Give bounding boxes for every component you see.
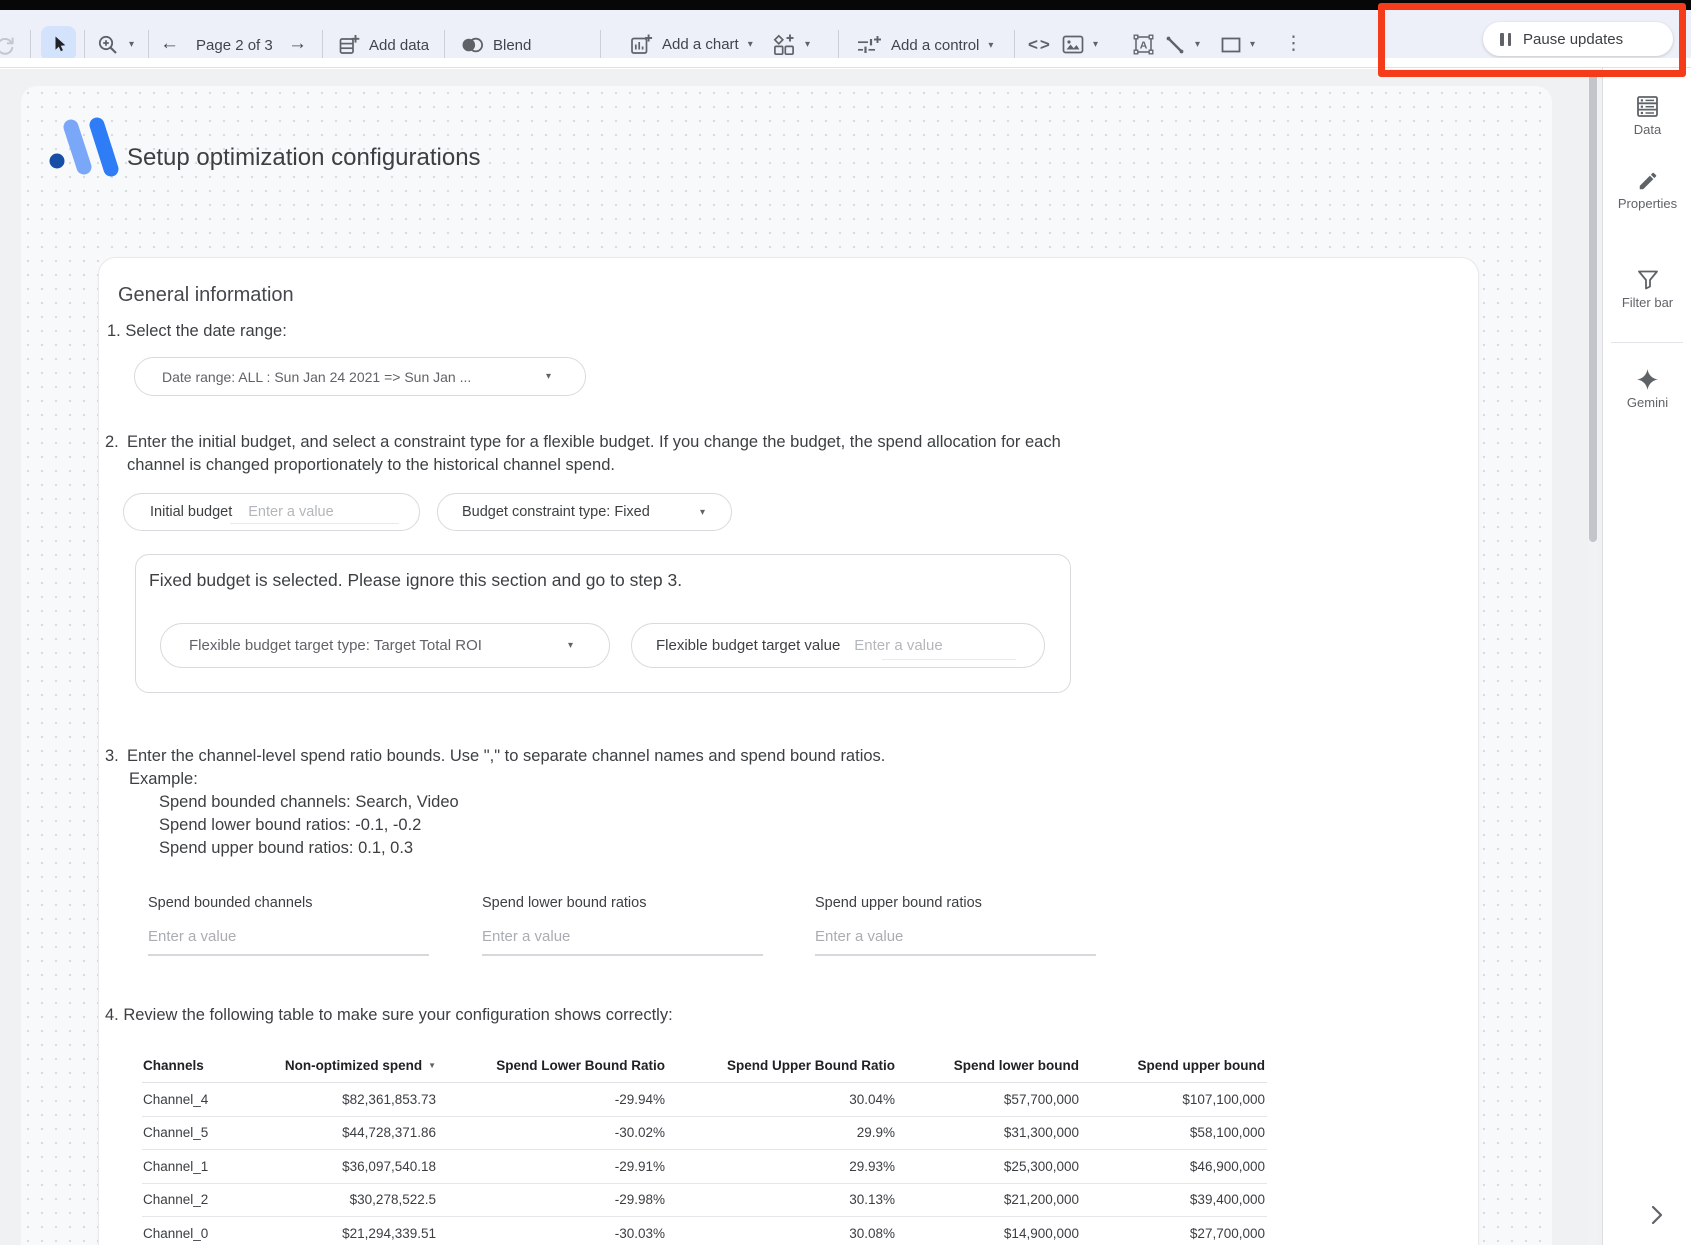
date-range-value: Date range: ALL : Sun Jan 24 2021 => Sun Jan ... — [162, 368, 472, 385]
input-underline — [148, 954, 429, 956]
text-box-icon — [1133, 34, 1154, 55]
sidebar-item-gemini[interactable] — [1603, 368, 1691, 410]
field-placeholder: Enter a value — [148, 928, 237, 945]
add-control-icon — [856, 35, 882, 56]
svg-text:A: A — [1139, 39, 1148, 52]
blend-icon — [461, 36, 484, 54]
top-black-strip — [0, 0, 1691, 10]
flexible-target-value-input[interactable] — [631, 623, 1045, 668]
table-cell: $30,278,522.5 — [349, 1192, 436, 1208]
pause-updates-label: Pause updates — [1523, 30, 1624, 48]
zoom-icon — [96, 33, 120, 57]
meridian-logo — [45, 116, 121, 180]
fixed-budget-note: Fixed budget is selected. Please ignore this section and go to step 3. — [149, 570, 683, 590]
table-cell: $25,300,000 — [1003, 1158, 1079, 1174]
table-cell: Channel_0 — [143, 1225, 209, 1241]
table-row — [142, 1217, 1267, 1245]
flexible-target-type-value: Flexible budget target type: Target Total ROI — [189, 637, 482, 654]
sidebar-item-label: Gemini — [1626, 395, 1669, 410]
step2-line1: Enter the initial budget, and select a constraint type for a flexible budget. If you change the budget, the spend allocation for each — [127, 433, 1061, 451]
chevron-down-icon: ▾ — [1093, 38, 1099, 50]
chevron-down-icon: ▾ — [1250, 39, 1256, 50]
flexible-target-type-control[interactable] — [160, 623, 610, 668]
table-row — [142, 1117, 1267, 1151]
chevron-down-icon: ▾ — [1195, 39, 1201, 50]
table-cell: 30.13% — [849, 1192, 895, 1208]
column-header[interactable]: Spend upper bound — [1137, 1058, 1265, 1073]
add-chart-button[interactable] — [630, 33, 753, 56]
table-cell: $27,700,000 — [1189, 1225, 1265, 1241]
data-icon — [1635, 95, 1660, 118]
community-visualizations-button[interactable] — [772, 33, 810, 57]
table-cell: -30.03% — [614, 1225, 665, 1241]
toolbar — [0, 10, 1691, 58]
pause-updates-button[interactable] — [1483, 22, 1673, 56]
previous-page-button[interactable]: ← — [160, 33, 179, 54]
step3-line1: Enter the channel-level spend ratio bounds. Use "," to separate channel names and spend bound ratios. — [127, 747, 886, 765]
redo-icon — [0, 34, 16, 57]
configuration-card — [98, 257, 1479, 1245]
budget-constraint-type-control[interactable] — [437, 493, 732, 531]
sidebar-item-label: Data — [1633, 122, 1662, 137]
insert-shape-button[interactable] — [1221, 37, 1255, 53]
table-cell: Channel_5 — [143, 1125, 209, 1141]
initial-budget-input[interactable] — [123, 493, 420, 531]
column-header[interactable]: Channels — [143, 1058, 204, 1073]
initial-budget-placeholder: Enter a value — [248, 504, 334, 520]
add-control-button[interactable] — [856, 35, 993, 56]
table-cell: 29.9% — [856, 1125, 895, 1141]
spend-bounded-channels-input[interactable] — [148, 895, 429, 945]
pause-icon — [1500, 33, 1511, 46]
config-table — [142, 1049, 1267, 1245]
page-title: Setup optimization configurations — [127, 144, 481, 171]
field-placeholder: Enter a value — [815, 928, 904, 945]
table-cell: -29.98% — [614, 1192, 665, 1208]
spend-lower-bound-ratios-input[interactable] — [482, 895, 763, 945]
table-cell: Channel_2 — [143, 1192, 209, 1208]
step2-number: 2. — [105, 433, 119, 451]
insert-image-button[interactable] — [1062, 35, 1098, 54]
chevron-down-icon: ▾ — [545, 371, 551, 382]
column-header[interactable]: Spend Upper Bound Ratio — [727, 1058, 895, 1073]
sidebar-item-filter-bar[interactable] — [1603, 268, 1691, 310]
section-title: General information — [118, 284, 294, 306]
sidebar-item-label: Filter bar — [1621, 295, 1674, 310]
image-icon — [1062, 35, 1084, 54]
initial-budget-label: Initial budget — [150, 504, 233, 520]
collapse-panel-button[interactable] — [1646, 1203, 1668, 1227]
chevron-down-icon: ▾ — [567, 640, 573, 651]
gemini-sparkle-icon — [1636, 368, 1659, 391]
table-cell: 29.93% — [849, 1158, 895, 1174]
table-cell: $31,300,000 — [1003, 1125, 1079, 1141]
field-placeholder: Enter a value — [482, 928, 571, 945]
step2-text — [105, 431, 1061, 477]
step2-line2: channel is changed proportionately to the historical channel spend. — [127, 456, 615, 474]
table-cell: $39,400,000 — [1189, 1192, 1265, 1208]
step4-label: 4. Review the following table to make sure your configuration shows correctly: — [105, 1006, 673, 1024]
vertical-scrollbar[interactable] — [1588, 69, 1598, 1245]
table-cell: $14,900,000 — [1003, 1225, 1079, 1241]
spend-upper-bound-ratios-input[interactable] — [815, 895, 1096, 945]
add-data-icon — [338, 34, 360, 56]
input-underline — [815, 954, 1096, 956]
add-chart-icon — [630, 33, 653, 56]
column-header[interactable]: Spend lower bound — [953, 1058, 1079, 1073]
rectangle-shape-icon — [1221, 37, 1241, 53]
sidebar-item-label: Properties — [1617, 196, 1678, 211]
toolbar-divider — [148, 30, 149, 58]
table-cell: 30.04% — [849, 1091, 895, 1107]
table-cell: $44,728,371.86 — [342, 1125, 436, 1141]
column-header[interactable]: Spend Lower Bound Ratio — [496, 1058, 665, 1073]
input-underline — [482, 954, 763, 956]
sort-desc-icon: ▼ — [428, 1061, 436, 1070]
toolbar-divider — [1014, 30, 1015, 58]
table-cell: $58,100,000 — [1189, 1125, 1265, 1141]
flexible-target-value-placeholder: Enter a value — [854, 637, 943, 654]
blend-label: Blend — [493, 36, 532, 54]
column-header-label: Non-optimized spend — [284, 1058, 423, 1073]
table-cell: Channel_4 — [143, 1091, 209, 1107]
table-cell: $107,100,000 — [1182, 1091, 1265, 1107]
right-sidebar — [1602, 68, 1691, 1245]
community-visualizations-icon — [772, 33, 796, 57]
field-label: Spend lower bound ratios — [482, 895, 647, 911]
filter-icon — [1636, 268, 1660, 291]
step3-text — [105, 745, 885, 860]
toolbar-divider — [444, 30, 445, 58]
cursor-icon — [50, 35, 68, 53]
add-data-label: Add data — [369, 36, 430, 54]
table-row — [142, 1150, 1267, 1184]
page-indicator[interactable]: Page 2 of 3 — [196, 37, 273, 54]
toolbar-divider — [600, 30, 601, 58]
column-header-sorted[interactable] — [242, 1058, 438, 1073]
select-tool-button[interactable] — [41, 26, 76, 61]
table-cell: -30.02% — [614, 1125, 665, 1141]
next-page-button[interactable]: → — [288, 33, 307, 54]
more-options-button[interactable]: ⋮ — [1284, 33, 1303, 54]
table-cell: $21,294,339.51 — [342, 1225, 436, 1241]
step3-number: 3. — [105, 747, 119, 765]
toolbar-divider — [84, 30, 85, 58]
scrollbar-thumb[interactable] — [1589, 72, 1597, 542]
input-underline — [230, 523, 399, 524]
step3-example-line: Spend upper bound ratios: 0.1, 0.3 — [159, 839, 414, 857]
table-cell: 30.08% — [849, 1225, 895, 1241]
toolbar-divider — [30, 30, 31, 58]
insert-line-button[interactable] — [1164, 34, 1200, 56]
table-row — [142, 1184, 1267, 1218]
table-header-row — [142, 1049, 1267, 1083]
report-page — [21, 86, 1552, 1245]
table-cell: Channel_1 — [143, 1158, 209, 1174]
zoom-tool-button[interactable] — [96, 33, 134, 57]
table-cell: $46,900,000 — [1189, 1158, 1265, 1174]
input-underline — [882, 659, 1016, 660]
line-icon — [1164, 34, 1186, 56]
add-chart-label: Add a chart — [662, 36, 739, 53]
budget-constraint-value: Budget constraint type: Fixed — [462, 504, 650, 520]
redo-button[interactable] — [0, 34, 16, 57]
step1-label: 1. Select the date range: — [107, 322, 287, 340]
chevron-down-icon: ▾ — [988, 39, 994, 51]
table-cell: -29.91% — [614, 1158, 665, 1174]
table-cell: $36,097,540.18 — [342, 1158, 436, 1174]
sidebar-item-data[interactable] — [1603, 95, 1691, 137]
blend-button[interactable] — [461, 36, 531, 54]
field-label: Spend bounded channels — [148, 895, 313, 911]
sidebar-item-properties[interactable] — [1603, 170, 1691, 211]
chevron-right-icon — [1646, 1203, 1668, 1227]
table-row — [142, 1083, 1267, 1117]
chevron-down-icon: ▾ — [805, 39, 811, 50]
table-cell: $21,200,000 — [1003, 1192, 1079, 1208]
pencil-icon — [1637, 170, 1659, 192]
add-data-button[interactable] — [338, 34, 429, 56]
step3-example-line: Spend bounded channels: Search, Video — [159, 793, 459, 811]
step3-example-line: Spend lower bound ratios: -0.1, -0.2 — [159, 816, 422, 834]
toolbar-divider — [322, 30, 323, 58]
add-control-label: Add a control — [891, 37, 980, 54]
date-range-control[interactable] — [134, 357, 586, 396]
fixed-budget-section — [135, 554, 1071, 693]
insert-text-button[interactable] — [1133, 34, 1154, 55]
table-cell: $57,700,000 — [1003, 1091, 1079, 1107]
toolbar-divider — [838, 30, 839, 58]
toolbar-bottom-strip — [0, 58, 1691, 68]
step3-example-label: Example: — [129, 770, 198, 788]
chevron-down-icon: ▾ — [129, 39, 135, 50]
report-workspace — [0, 69, 1602, 1245]
embed-button[interactable]: <> — [1028, 35, 1052, 54]
table-cell: $82,361,853.73 — [342, 1091, 436, 1107]
chevron-down-icon: ▾ — [699, 506, 705, 518]
table-cell: -29.94% — [614, 1091, 665, 1107]
table-body — [142, 1083, 1267, 1245]
chevron-down-icon: ▾ — [747, 38, 753, 50]
sidebar-divider — [1611, 342, 1683, 343]
field-label: Spend upper bound ratios — [815, 895, 982, 911]
flexible-target-value-label: Flexible budget target value — [656, 637, 841, 654]
